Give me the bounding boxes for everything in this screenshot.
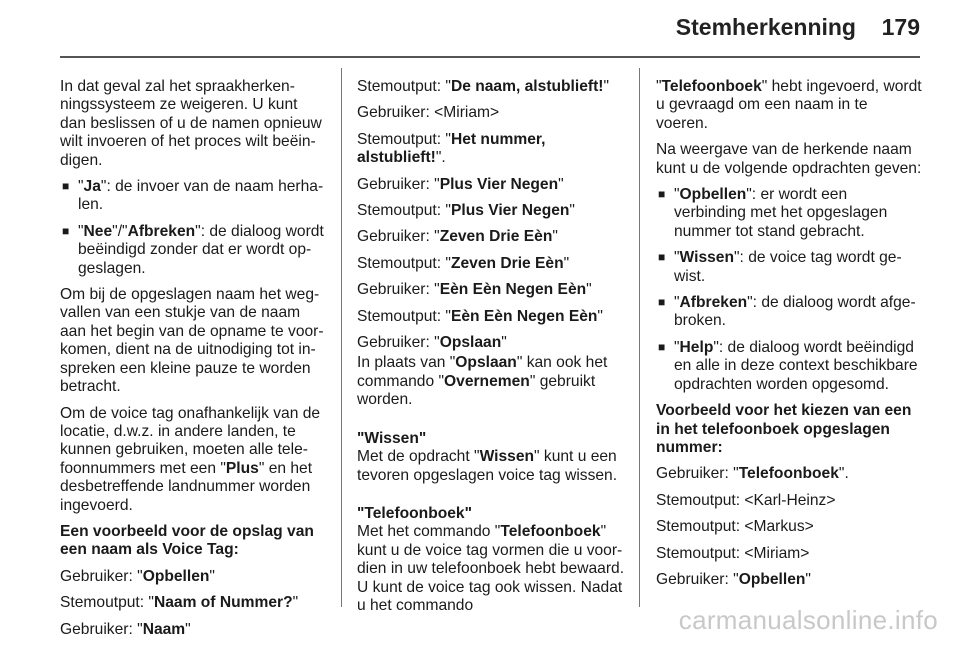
dialog-line: Gebruiker: "Zeven Drie Eèn": [357, 228, 558, 246]
page-title: Stemherkenning: [675, 14, 856, 40]
telefoonboek-heading: "Telefoonboek": [357, 504, 472, 522]
dialog-line: Gebruiker: <Miriam>: [357, 104, 500, 122]
dialog-line: Stemoutput: "Naam of Nummer?": [60, 594, 299, 612]
dialog-line: Stemoutput: "Zeven Drie Eèn": [357, 254, 570, 272]
list-item: ■ "Afbreken": de dialoog wordt afgebroken.: [656, 294, 922, 331]
telefoonboek-paragraph: Met het commando "Telefoonboek" kunt u de voice tag vormen die u voordien in uw telefoonboek hebt bewaard. U kunt de voice tag ook wissen. Nadat u het commando: [357, 523, 625, 614]
dialog-line: Gebruiker: "Telefoonboek".: [656, 465, 849, 483]
continued-paragraph: "Telefoonboek" hebt ingevoerd, wordt u gevraagd om een naam in te voeren.: [656, 78, 922, 132]
wissen-paragraph: Met de opdracht "Wissen" kunt u een tevoren opgeslagen voice tag wissen.: [357, 448, 618, 484]
dialog-line: Gebruiker: "Plus Vier Negen": [357, 175, 564, 193]
confirm-options-list: [60, 178, 324, 278]
column-2: [357, 78, 625, 623]
list-item: ■ "Nee"/"Afbreken": de dialoog wordt beëindigd zonder dat er wordt opgeslagen.: [60, 223, 324, 278]
dialog-lines: [357, 78, 625, 352]
page-number: 179: [881, 14, 920, 40]
example-heading: Voorbeeld voor het kiezen van een in het telefoonboek opgeslagen nummer:: [656, 402, 912, 456]
dialog-line: Stemoutput: "Plus Vier Negen": [357, 202, 575, 220]
wissen-heading: "Wissen": [357, 429, 427, 447]
column-3: [656, 78, 922, 597]
header-rule: [60, 56, 920, 58]
column-divider-1: [341, 68, 342, 607]
intro-paragraph: In dat geval zal het spraakherkenningssysteem ze weigeren. U kunt dan beslissen of u de namen opnieuw wilt invoeren of het proces wilt beëindigen.: [60, 78, 322, 169]
watermark: carmanualsonline.info: [678, 605, 938, 635]
commands-intro: Na weergave van de herkende naam kunt u de volgende opdrachten geven:: [656, 141, 922, 177]
page-header: [0, 0, 960, 60]
dialog-line: Stemoutput: "Eèn Eèn Negen Eèn": [357, 307, 603, 325]
dialog-line: Stemoutput: <Miriam>: [656, 544, 810, 562]
alternative-command-paragraph: In plaats van "Opslaan" kan ook het commando "Overnemen" gebruikt worden.: [357, 354, 608, 409]
dialog-line: Stemoutput: "De naam, alstublieft!": [357, 78, 610, 95]
list-item: ■ "Ja": de invoer van de naam herhalen.: [60, 178, 324, 215]
pause-paragraph: Om bij de opgeslagen naam het wegvallen van een stukje van de naam aan het begin van de opname te voorkomen, dient na de uitnodiging tot inspreken een kleine pauze te worden betracht.: [60, 286, 324, 396]
column-1: [60, 78, 324, 647]
column-divider-2: [639, 68, 640, 607]
list-item: ■ "Help": de dialoog wordt beëindigd en alle in deze context beschikbare opdrachten worden opgesomd.: [656, 339, 922, 394]
plus-paragraph: Om de voice tag onafhankelijk van de locatie, d.w.z. in andere landen, te kunnen gebruiken, moeten alle telefoonnummers met een "Plus" en het desbetreffende landnummer worden ingevoerd.: [60, 404, 321, 514]
dialog-line: Gebruiker: "Eèn Eèn Negen Eèn": [357, 281, 592, 299]
dialog-line: Stemoutput: <Karl-Heinz>: [656, 491, 836, 509]
dialog-line: Gebruiker: "Opbellen": [656, 570, 811, 588]
list-item: ■ "Wissen": de voice tag wordt gewist.: [656, 249, 922, 286]
dialog-line: Gebruiker: "Opbellen": [60, 567, 215, 585]
example-heading: Een voorbeeld voor de opslag van een naam als Voice Tag:: [60, 522, 314, 559]
dialog-line: Stemoutput: <Markus>: [656, 518, 814, 536]
list-item: ■ "Opbellen": er wordt een verbinding met het opgeslagen nummer tot stand gebracht.: [656, 186, 922, 241]
dialog-line: Gebruiker: "Opslaan": [357, 334, 507, 352]
dialog-line: Gebruiker: "Naam": [60, 620, 191, 638]
dialog-line: Stemoutput: "Het nummer, alstublieft!".: [357, 130, 546, 167]
commands-list: [656, 186, 922, 394]
